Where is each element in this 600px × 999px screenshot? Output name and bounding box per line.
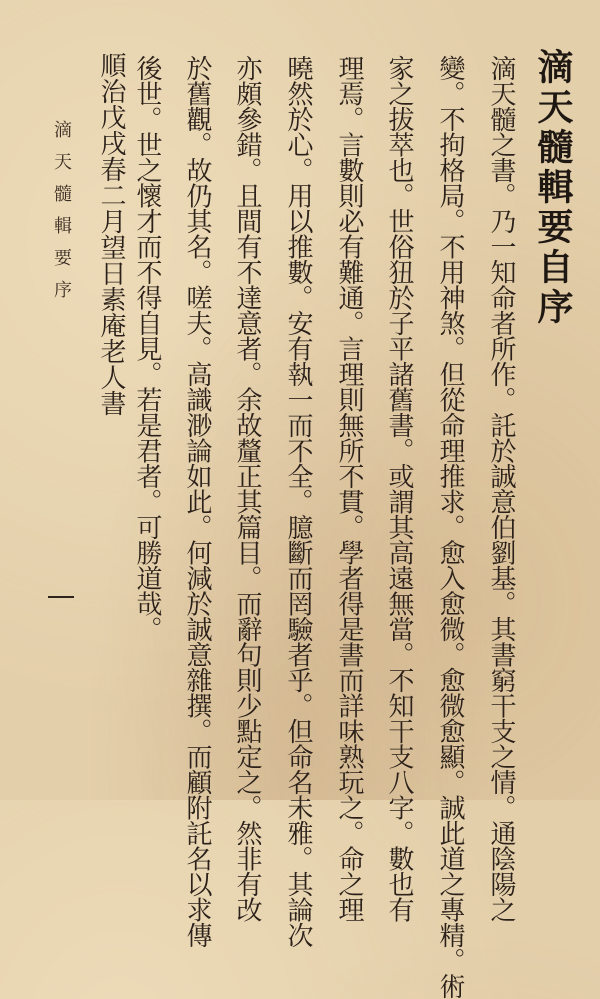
margin-title: 滴天髓輯要序 xyxy=(51,120,72,312)
text-column-5: 曉然於心。用以推數。安有執一而不全。臆斷而罔驗者乎。但命名未雅。其論次 xyxy=(283,55,313,948)
text-column-1: 滴天髓之書。乃一知命者所作。託於誠意伯劉基。其書窮干支之情。通陰陽之 xyxy=(486,55,516,922)
text-column-7: 於舊觀。故仍其名。嗟夫。高識渺論如此。何減於誠意雜撰。而顧附託名以求傳 xyxy=(182,55,212,948)
page-number-mark xyxy=(48,596,74,598)
text-column-6: 亦頗參錯。且間有不達意者。余故釐正其篇目。而辭句則少點定之。然非有改 xyxy=(232,55,262,922)
preface-title: 滴天髓輯要自序 xyxy=(532,48,574,328)
signature-line: 順治戊戌春二月望日素庵老人書 xyxy=(96,52,126,416)
text-column-4: 理焉。言數則必有難通。言理則無所不貫。學者得是書而詳味熟玩之。命之理 xyxy=(334,55,364,922)
text-column-3: 家之拔萃也。世俗狃於子平諸舊書。或謂其高遠無當。不知干支八字。數也有 xyxy=(384,55,414,922)
page-number xyxy=(48,596,49,597)
text-column-2: 變。不拘格局。不用神煞。但從命理推求。愈入愈微。愈微愈顯。誠此道之專精。術 xyxy=(435,55,465,999)
text-column-8: 後世。世之懷才而不得自見。若是君者。可勝道哉。 xyxy=(132,55,162,642)
